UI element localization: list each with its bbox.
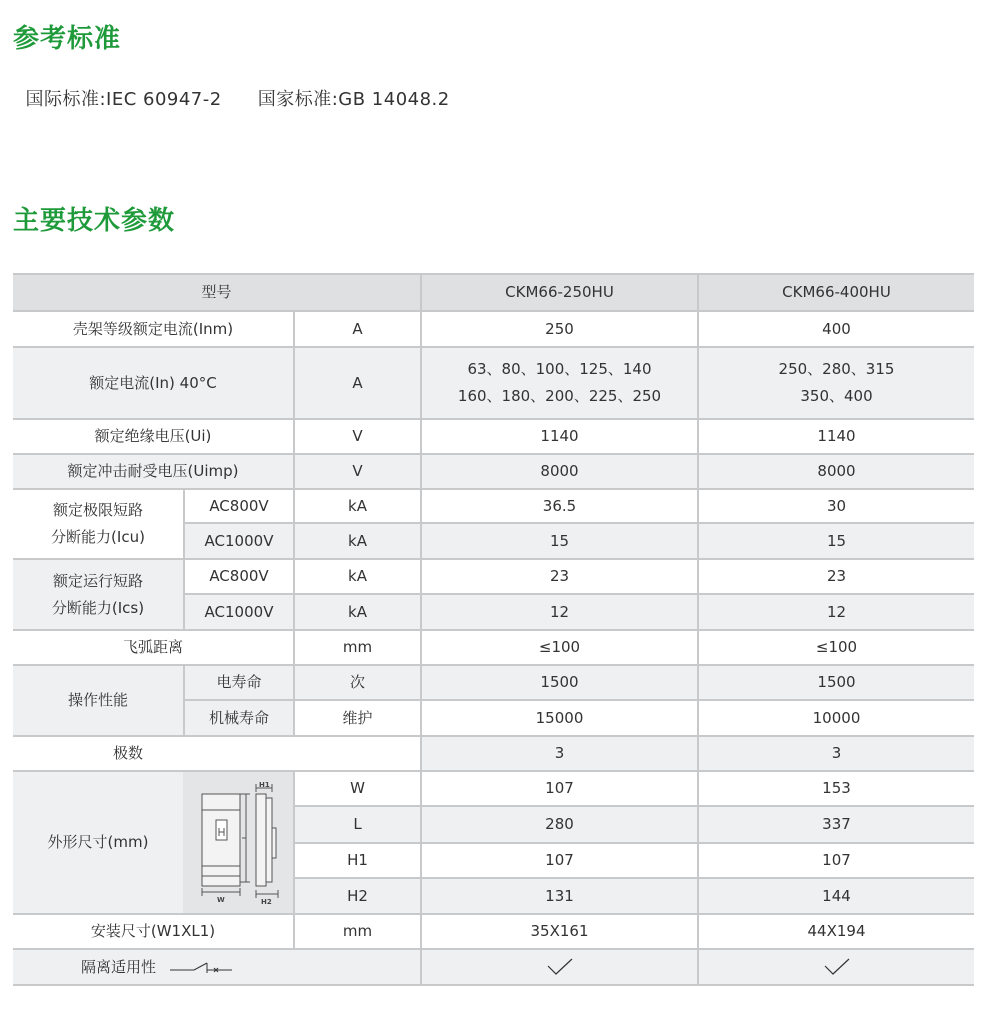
national-standard: 国家标准:GB 14048.2 (257, 89, 450, 110)
header-model-400: CKM66-400HU (697, 275, 974, 312)
row-unit-arc-distance: mm (293, 631, 420, 666)
row-unit-impulse-voltage: V (293, 455, 420, 490)
value-dim-w-250: 107 (420, 772, 697, 807)
row-unit-mounting: mm (293, 915, 420, 950)
value-mechanical-life-250: 15000 (420, 701, 697, 737)
dimension-diagram-cell (183, 772, 293, 915)
params-title: 主要技术参数 (13, 206, 176, 236)
operation-electrical-life: 电寿命 (183, 666, 293, 701)
value-electrical-life-250: 1500 (420, 666, 697, 701)
svg-text:H1: H1 (259, 780, 270, 789)
row-label-impulse-voltage: 额定冲击耐受电压(Uimp) (13, 455, 293, 490)
ics-label-line1: 额定运行短路 (52, 571, 143, 590)
value-mounting-400: 44X194 (697, 915, 974, 950)
value-insulation-voltage-400: 1140 (697, 420, 974, 455)
value-ics-ac800-250: 23 (420, 560, 697, 595)
rated-current-250-line2: 160、180、200、225、250 (457, 387, 662, 405)
international-standard: 国际标准:IEC 60947-2 (25, 89, 222, 110)
isolation-label: 隔离适用性 (81, 957, 157, 976)
value-frame-current-250: 250 (420, 312, 697, 348)
icu-voltage-ac800: AC800V (183, 490, 293, 524)
operation-unit-mechanical: 维护 (293, 701, 420, 737)
breaker-dimension-diagram-icon (192, 780, 284, 906)
value-dim-h2-400: 144 (697, 879, 974, 915)
dimension-h2-label: H2 (293, 879, 420, 915)
svg-text:W: W (217, 895, 225, 904)
operation-unit-electrical: 次 (293, 666, 420, 701)
value-frame-current-400: 400 (697, 312, 974, 348)
ics-voltage-ac800: AC800V (183, 560, 293, 595)
value-dim-l-400: 337 (697, 807, 974, 844)
operation-mechanical-life: 机械寿命 (183, 701, 293, 737)
icu-unit-ac1000: kA (293, 524, 420, 560)
value-ics-ac800-400: 23 (697, 560, 974, 595)
icu-label-line1: 额定极限短路 (52, 501, 143, 519)
ics-label-line2: 分断能力(Ics) (51, 598, 145, 617)
value-arc-distance-250: ≤100 (420, 631, 697, 666)
header-model-label: 型号 (13, 275, 420, 312)
row-label-operation: 操作性能 (13, 666, 183, 737)
value-insulation-voltage-250: 1140 (420, 420, 697, 455)
icu-voltage-ac1000: AC1000V (183, 524, 293, 560)
row-label-arc-distance: 飞弧距离 (13, 631, 293, 666)
row-label-frame-current: 壳架等级额定电流(Inm) (13, 312, 293, 348)
value-isolation-400 (697, 950, 974, 986)
value-arc-distance-400: ≤100 (697, 631, 974, 666)
row-label-ics (13, 560, 183, 631)
value-icu-ac800-250: 36.5 (420, 490, 697, 524)
rated-current-400-line1: 250、280、315 (778, 360, 895, 378)
value-dim-h1-400: 107 (697, 844, 974, 879)
dimension-w-label: W (293, 772, 420, 807)
value-icu-ac800-400: 30 (697, 490, 974, 524)
row-label-poles: 极数 (13, 737, 420, 772)
value-icu-ac1000-400: 15 (697, 524, 974, 560)
value-ics-ac1000-400: 12 (697, 595, 974, 631)
row-label-insulation-voltage: 额定绝缘电压(Ui) (13, 420, 293, 455)
row-label-icu (13, 490, 183, 560)
value-impulse-voltage-400: 8000 (697, 455, 974, 490)
value-icu-ac1000-250: 15 (420, 524, 697, 560)
row-label-rated-current: 额定电流(In) 40°C (13, 348, 293, 420)
svg-text:H2: H2 (261, 897, 272, 906)
value-impulse-voltage-250: 8000 (420, 455, 697, 490)
row-unit-rated-current: A (293, 348, 420, 420)
ics-unit-ac800: kA (293, 560, 420, 595)
value-dim-h2-250: 131 (420, 879, 697, 915)
row-unit-frame-current: A (293, 312, 420, 348)
dimension-h1-label: H1 (293, 844, 420, 879)
check-icon (824, 958, 850, 976)
value-dim-h1-250: 107 (420, 844, 697, 879)
value-isolation-250 (420, 950, 697, 986)
isolation-switch-symbol-icon (170, 960, 232, 974)
value-rated-current-400 (697, 348, 974, 420)
value-ics-ac1000-250: 12 (420, 595, 697, 631)
dimension-l-label: L (293, 807, 420, 844)
value-electrical-life-400: 1500 (697, 666, 974, 701)
value-dim-w-400: 153 (697, 772, 974, 807)
value-poles-250: 3 (420, 737, 697, 772)
standards-line (13, 64, 450, 111)
standards-title: 参考标准 (13, 24, 122, 54)
value-rated-current-250 (420, 348, 697, 420)
value-poles-400: 3 (697, 737, 974, 772)
value-mounting-250: 35X161 (420, 915, 697, 950)
row-label-dimensions: 外形尺寸(mm) (13, 772, 183, 915)
rated-current-250-line1: 63、80、100、125、140 (467, 360, 652, 378)
value-dim-l-250: 280 (420, 807, 697, 844)
row-unit-insulation-voltage: V (293, 420, 420, 455)
icu-label-line2: 分断能力(Icu) (51, 528, 145, 546)
header-model-250: CKM66-250HU (420, 275, 697, 312)
rated-current-400-line2: 350、400 (800, 387, 873, 405)
value-mechanical-life-400: 10000 (697, 701, 974, 737)
icu-unit-ac800: kA (293, 490, 420, 524)
ics-voltage-ac1000: AC1000V (183, 595, 293, 631)
row-label-isolation (13, 950, 420, 986)
ics-unit-ac1000: kA (293, 595, 420, 631)
row-label-mounting: 安装尺寸(W1XL1) (13, 915, 293, 950)
check-icon (547, 958, 573, 976)
